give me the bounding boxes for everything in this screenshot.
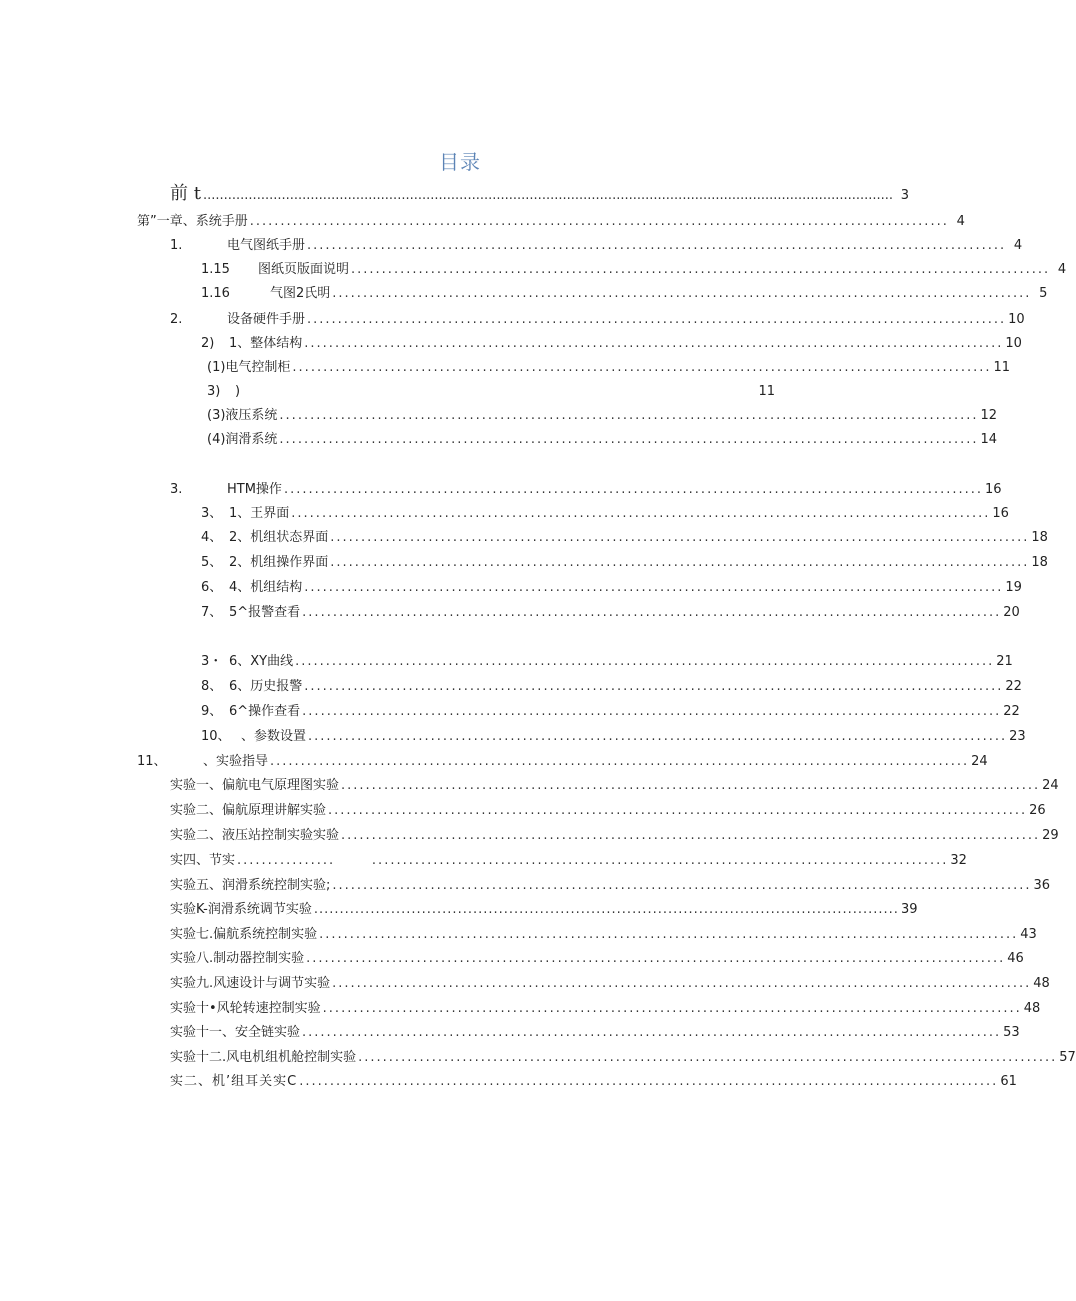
leader-dots: .................................................................................................................. [283, 482, 984, 497]
toc-entry-label: 实验五、润滑系统控制实验; [170, 878, 331, 893]
toc-entry-page: 24 [971, 754, 988, 769]
toc-entry-page: 10 [1008, 312, 1025, 327]
leader-dots: .................................................................................................................. [332, 878, 1032, 893]
leader-dots: .................................................................................................................. [304, 679, 1004, 694]
leader-dots: ....................................................................................................................................................................... [202, 188, 894, 203]
leader-dots: .................................................................................................................. [341, 828, 1041, 843]
toc-entry-page: 21 [996, 654, 1013, 669]
toc-entry-page: 24 [1042, 778, 1059, 793]
toc-entry[interactable] [201, 260, 1067, 280]
toc-entry-page: 61 [1000, 1074, 1017, 1089]
toc-entry[interactable] [201, 578, 1022, 598]
toc-entry-label: 图纸页版面说明 [258, 262, 350, 277]
toc-entry[interactable] [170, 851, 967, 871]
toc-entry-label: 第”一章、系统手册 [137, 214, 248, 229]
leader-dots: .................................................................................................................. [319, 927, 1019, 942]
toc-entry[interactable] [201, 504, 1009, 524]
leader-dots: .................................................................................................................. [330, 530, 1030, 545]
toc-entry-number: 10、 [201, 729, 231, 744]
leader-dots: .................................................................................................................. [302, 605, 1002, 620]
toc-entry-label: ) [235, 384, 241, 399]
toc-entry-page: 48 [1033, 976, 1050, 991]
toc-entry[interactable] [170, 310, 1025, 330]
leader-dots: .................................................................................................................. [304, 336, 1004, 351]
toc-entry[interactable] [207, 382, 775, 402]
toc-entry-label: 实四、节实 [170, 853, 236, 868]
toc-entry-page: 23 [1009, 729, 1026, 744]
toc-entry-page: 4 [956, 214, 965, 229]
toc-entry[interactable] [170, 1023, 1020, 1043]
toc-entry-page: 5 [1039, 286, 1048, 301]
toc-entry-label: 实验K-润滑系统调节实验 [170, 902, 312, 917]
toc-entry-page: 57 [1059, 1050, 1076, 1065]
toc-entry-page: 14 [980, 432, 998, 447]
toc-entry[interactable] [137, 212, 965, 232]
leader-dots: .................................................................................................................. [358, 1050, 1058, 1065]
toc-entry-page: 22 [1005, 679, 1022, 694]
toc-entry-number: 8、 [201, 679, 223, 694]
toc-entry-page: 3 [900, 188, 910, 203]
toc-entry[interactable] [170, 826, 1059, 846]
leader-dots: .................................................................................................................. [249, 214, 949, 229]
toc-entry[interactable] [170, 876, 1051, 896]
toc-entry-page: 29 [1042, 828, 1059, 843]
toc-entry-label: 2、机组状态界面 [229, 530, 329, 545]
toc-entry-number: 1.15 [201, 262, 230, 277]
toc-entry[interactable] [207, 430, 998, 450]
page-title: 目录 [439, 150, 481, 174]
leader-dots: .................................................................................................................. [302, 1025, 1002, 1040]
toc-entry-label: 实验二、液压站控制实验实验 [170, 828, 340, 843]
toc-entry-number: 9、 [201, 704, 223, 719]
toc-entry-page: 4 [1057, 262, 1067, 277]
leader-dots: .................................................................................................................. [279, 432, 979, 447]
toc-entry-page: 46 [1007, 951, 1024, 966]
toc-entry[interactable] [201, 702, 1020, 722]
toc-entry[interactable] [170, 949, 1024, 969]
leader-dots: .................................................................................................................. [299, 1074, 999, 1089]
toc-entry-number: 3) [207, 384, 221, 399]
toc-entry-label: 4、机组结构 [229, 580, 303, 595]
toc-entry[interactable] [170, 925, 1037, 945]
toc-entry[interactable] [170, 1048, 1076, 1068]
toc-entry-label: 实验七.偏航系统控制实验 [170, 927, 318, 942]
leader-dots: .................................................................................................................. [292, 360, 992, 375]
toc-entry-number: 1.16 [201, 286, 230, 301]
toc-entry-label: 1、整体结构 [229, 336, 303, 351]
toc-entry-number: 3. [170, 482, 183, 497]
toc-entry-page: 32 [950, 853, 967, 868]
toc-entry[interactable] [170, 776, 1059, 796]
toc-entry-page: 39 [900, 902, 918, 917]
toc-entry-label: 实验二、偏航原理讲解实验 [170, 803, 327, 818]
toc-entry-label: 2、机组操作界面 [229, 555, 329, 570]
toc-entry-label: 实验十•风轮转速控制实验 [170, 1001, 321, 1016]
toc-entry-label: 、实验指导 [203, 754, 269, 769]
toc-entry-label: 实验十一、安全链实验 [170, 1025, 301, 1040]
toc-entry-page: 16 [985, 482, 1002, 497]
toc-entry-page: 18 [1031, 530, 1048, 545]
leader-dots: .................................................................................................................. [332, 286, 1032, 301]
toc-entry-label: 设备硬件手册 [227, 312, 306, 327]
toc-entry[interactable] [170, 801, 1046, 821]
toc-entry-page: 36 [1033, 878, 1051, 893]
toc-entry-page: 11 [758, 384, 775, 399]
toc-entry-number: 3・ [201, 654, 223, 669]
toc-entry[interactable] [201, 603, 1020, 623]
toc-entry[interactable] [207, 358, 1011, 378]
toc-entry[interactable] [201, 334, 1022, 354]
toc-entry-number: 1. [170, 238, 183, 253]
toc-entry-label: HTM操作 [227, 482, 282, 497]
leader-dots: .................................................................................................................. [307, 312, 1007, 327]
toc-entry[interactable] [201, 727, 1026, 747]
leader-dots: .................................................................................................................. [270, 754, 970, 769]
toc-entry-label: 1、王界面 [229, 506, 290, 521]
toc-entry-page: 18 [1031, 555, 1048, 570]
toc-entry-number: 6、 [201, 580, 223, 595]
toc-entry[interactable] [170, 480, 1002, 500]
toc-entry-page: 26 [1029, 803, 1046, 818]
toc-entry-label: 实验十二.风电机组机舱控制实验 [170, 1050, 357, 1065]
toc-entry-number: 4、 [201, 530, 223, 545]
toc-entry[interactable] [201, 528, 1048, 548]
toc-entry[interactable] [170, 974, 1050, 994]
leader-dots: ................ .............................................................................................. [237, 853, 949, 868]
toc-entry-label: 实验九.风速设计与调节实验 [170, 976, 331, 991]
toc-entry-page: 10 [1005, 336, 1022, 351]
toc-entry[interactable] [170, 999, 1041, 1019]
toc-entry-page: 4 [1013, 238, 1023, 253]
leader-dots: .................................................................................................................. [295, 654, 995, 669]
toc-entry-page: 43 [1020, 927, 1037, 942]
toc-entry-label: (4)润滑系统 [207, 432, 278, 447]
toc-entry[interactable] [170, 183, 910, 204]
leader-dots: .................................................................................................................. [330, 555, 1030, 570]
toc-entry[interactable] [201, 553, 1048, 573]
toc-entry-number: 2. [170, 312, 183, 327]
toc-entry-page: 20 [1003, 605, 1020, 620]
toc-entry[interactable] [170, 236, 1023, 256]
leader-dots: .................................................................................................................. [313, 902, 899, 917]
toc-entry-number: 11、 [137, 754, 167, 769]
toc-entry[interactable] [201, 677, 1022, 697]
toc-entry[interactable] [170, 900, 918, 920]
toc-entry-page: 16 [992, 506, 1009, 521]
toc-entry-label: (3)液压系统 [207, 408, 278, 423]
toc-entry-label: 6、XY曲线 [229, 654, 294, 669]
toc-entry-label: 气图2氏明 [270, 286, 331, 301]
toc-entry[interactable] [201, 652, 1013, 672]
leader-dots: .................................................................................................................. [306, 951, 1006, 966]
toc-entry-number: 7、 [201, 605, 223, 620]
leader-dots: .................................................................................................................. [328, 803, 1028, 818]
leader-dots: .................................................................................................................. [351, 262, 1051, 277]
leader-dots: .................................................................................................................. [341, 778, 1041, 793]
toc-entry-label: 6^操作查看 [229, 704, 301, 719]
toc-entry-label: 5^报警查看 [229, 605, 301, 620]
toc-entry-label: 、参数设置 [241, 729, 307, 744]
toc-entry[interactable] [207, 406, 998, 426]
toc-entry-number: 3、 [201, 506, 223, 521]
toc-entry-label: (1)电气控制柜 [207, 360, 291, 375]
leader-dots: .................................................................................................................. [322, 1001, 1022, 1016]
toc-entry-page: 11 [993, 360, 1011, 375]
leader-dots: .................................................................................................................. [304, 580, 1004, 595]
leader-dots: .................................................................................................................. [302, 704, 1002, 719]
toc-entry-number: 5、 [201, 555, 223, 570]
toc-entry[interactable] [201, 284, 1048, 304]
leader-dots: .................................................................................................................. [307, 238, 1007, 253]
toc-entry[interactable] [137, 752, 988, 772]
toc-entry-label: 实验一、偏航电气原理图实验 [170, 778, 340, 793]
toc-entry-label: 实二、机’组耳关实C [170, 1074, 298, 1089]
leader-dots: .................................................................................................................. [308, 729, 1008, 744]
toc-entry-page: 19 [1005, 580, 1022, 595]
toc-entry-page: 53 [1003, 1025, 1020, 1040]
leader-dots: .................................................................................................................. [332, 976, 1032, 991]
toc-entry[interactable] [170, 1072, 1017, 1092]
toc-entry-label: 电气图纸手册 [227, 238, 306, 253]
toc-entry-page: 22 [1003, 704, 1020, 719]
leader-dots: .................................................................................................................. [291, 506, 991, 521]
toc-entry-label: 6、历史报警 [229, 679, 303, 694]
toc-entry-page: 48 [1023, 1001, 1041, 1016]
toc-entry-label: 实验八.制动器控制实验 [170, 951, 305, 966]
toc-entry-page: 12 [980, 408, 998, 423]
leader-dots: .................................................................................................................. [279, 408, 979, 423]
toc-entry-label: 前 t [170, 183, 201, 204]
toc-entry-number: 2) [201, 336, 215, 351]
